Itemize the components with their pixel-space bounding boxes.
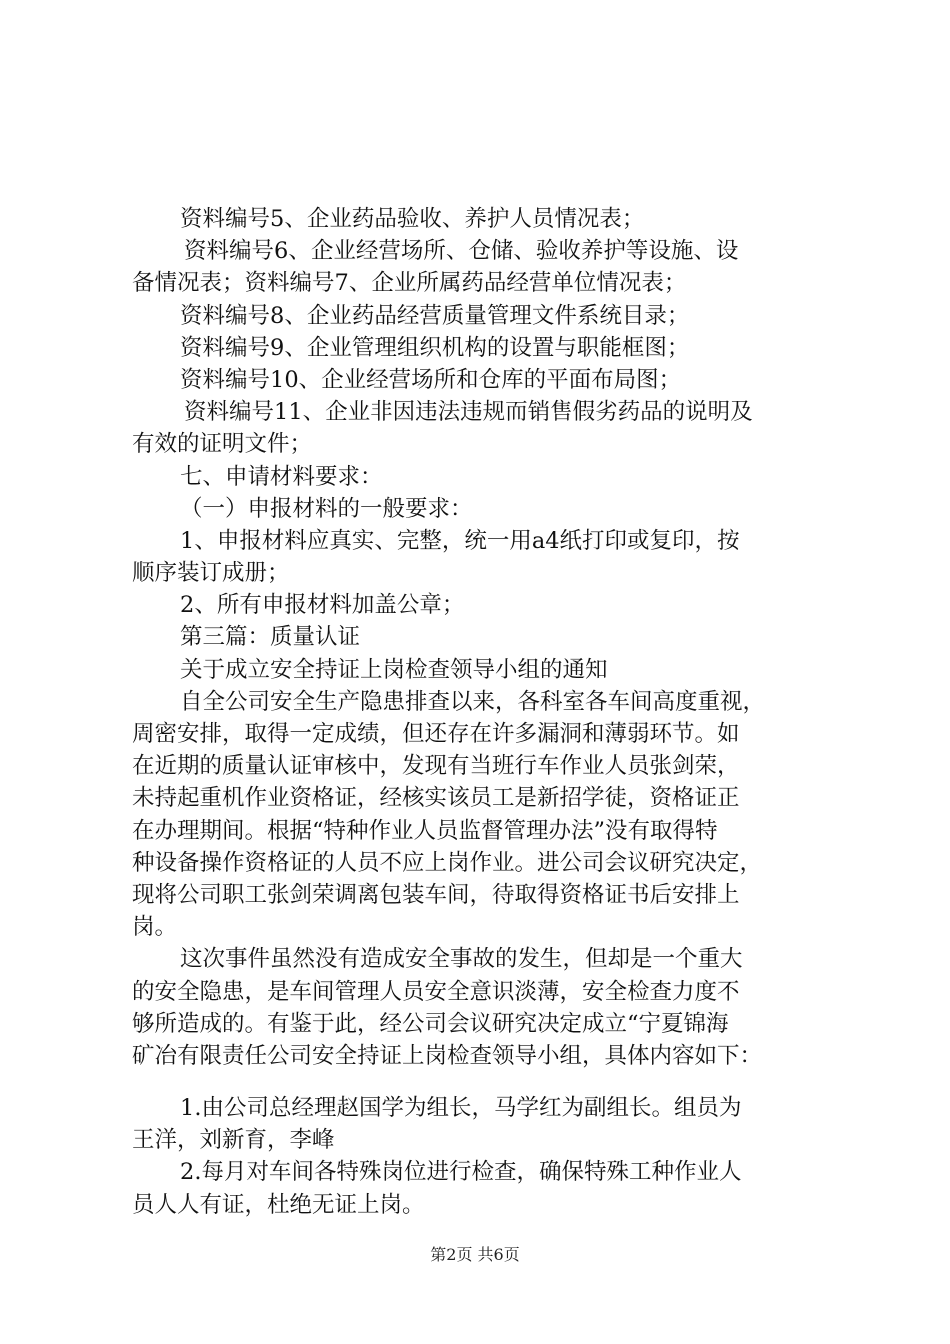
- page-number-footer: 第2页 共6页: [430, 1245, 520, 1264]
- subsection-heading: （一）申报材料的一般要求：: [180, 495, 473, 522]
- paragraph-line: 资料编号5、企业药品验收、养护人员情况表；: [180, 206, 645, 232]
- paragraph-line: 岗。: [132, 914, 178, 941]
- document-body: [132, 203, 832, 1221]
- paragraph-line: 顺序装订成册；: [132, 560, 290, 587]
- paragraph-line: 矿冶有限责任公司安全持证上岗检查领导小组，具体内容如下：: [132, 1042, 763, 1069]
- paragraph-line: 够所造成的。有鉴于此，经公司会议研究决定成立“宁夏锦海: [132, 1010, 729, 1037]
- paragraph-line: 自全公司安全生产隐患排查以来，各科室各车间高度重视，: [180, 688, 766, 715]
- paragraph-line: 资料编号10、企业经营场所和仓库的平面布局图；: [180, 366, 682, 393]
- paragraph-line: 资料编号6、企业经营场所、仓储、验收养护等设施、设: [184, 238, 739, 265]
- section-heading: 七、申请材料要求：: [180, 463, 383, 490]
- paragraph-line: 备情况表；资料编号7、企业所属药品经营单位情况表；: [132, 270, 687, 297]
- paragraph-gap: [132, 1072, 832, 1092]
- paragraph-line: 资料编号8、企业药品经营质量管理文件系统目录；: [180, 302, 690, 329]
- paragraph-line: 的安全隐患，是车间管理人员安全意识淡薄，安全检查力度不: [132, 978, 740, 1005]
- paragraph-line: 资料编号11、企业非因违法违规而销售假劣药品的说明及: [184, 399, 753, 426]
- chapter-title: 第三篇：质量认证: [180, 624, 361, 651]
- paragraph-line: 2、所有申报材料加盖公章；: [180, 592, 465, 619]
- paragraph-line: 在近期的质量认证审核中，发现有当班行车作业人员张剑荣，: [132, 753, 740, 780]
- paragraph-line: 1、申报材料应真实、完整，统一用a4纸打印或复印，按: [180, 527, 740, 554]
- paragraph-line: 这次事件虽然没有造成安全事故的发生，但却是一个重大: [180, 946, 743, 973]
- notice-title: 关于成立安全持证上岗检查领导小组的通知: [180, 656, 608, 683]
- paragraph-line: 未持起重机作业资格证，经核实该员工是新招学徒，资格证正: [132, 785, 740, 812]
- list-item-line: 2.每月对车间各特殊岗位进行检查，确保特殊工种作业人: [180, 1159, 742, 1186]
- paragraph-line: 现将公司职工张剑荣调离包装车间，待取得资格证书后安排上: [132, 881, 740, 908]
- list-item-line: 1.由公司总经理赵国学为组长，马学红为副组长。组员为: [180, 1095, 742, 1122]
- paragraph-line: 周密安排，取得一定成绩，但还存在许多漏洞和薄弱环节。如: [132, 721, 740, 747]
- paragraph-line: 有效的证明文件；: [132, 431, 313, 458]
- paragraph-line: 在办理期间。根据“特种作业人员监督管理办法”没有取得特: [132, 817, 718, 844]
- list-item-line: 王洋，刘新育，李峰: [132, 1127, 335, 1154]
- paragraph-line: 种设备操作资格证的人员不应上岗作业。进公司会议研究决定，: [132, 849, 763, 876]
- paragraph-line: 资料编号9、企业管理组织机构的设置与职能框图；: [180, 334, 690, 361]
- list-item-line: 员人人有证，杜绝无证上岗。: [132, 1191, 425, 1218]
